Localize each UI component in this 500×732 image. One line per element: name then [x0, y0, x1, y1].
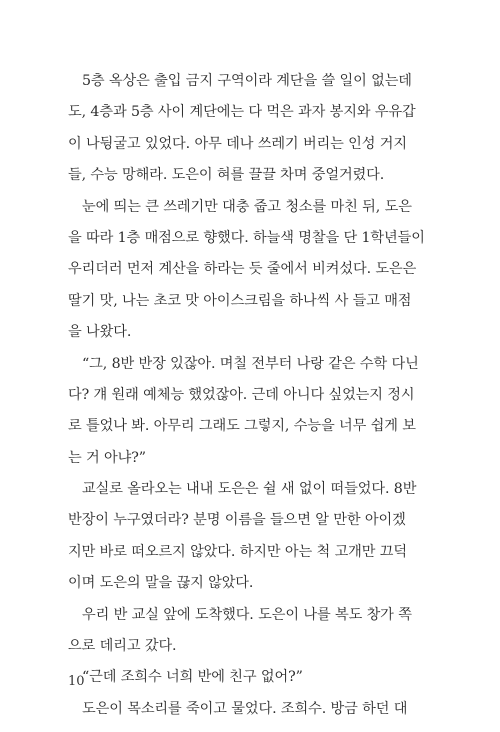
- text-line: 눈에 띄는 큰 쓰레기만 대충 줍고 청소를 마친 뒤, 도은: [82, 198, 412, 215]
- text-line: 도은이 목소리를 죽이고 물었다. 조희수. 방금 하던 대: [82, 700, 408, 717]
- text-line: 는 거 아냐?”: [68, 449, 146, 466]
- text-line: 5층 옥상은 출입 금지 구역이라 계단을 쓸 일이 없는데: [82, 73, 412, 89]
- body-text: [68, 66, 428, 725]
- text-line: 도, 4층과 5층 사이 계단에는 다 먹은 과자 봉지와 우유갑: [68, 104, 416, 121]
- text-line: 이 나뒹굴고 있었다. 아무 데나 쓰레기 버리는 인성 거지: [68, 135, 408, 152]
- text-line: 우리 반 교실 앞에 도착했다. 도은이 나를 복도 창가 쪽: [82, 606, 412, 623]
- text-line: 을 나왔다.: [68, 324, 132, 341]
- text-line: 들, 수능 망해라. 도은이 혀를 끌끌 차며 중얼거렸다.: [68, 167, 385, 184]
- text-line: 을 따라 1층 매점으로 향했다. 하늘색 명찰을 단 1학년들이: [68, 229, 425, 246]
- text-line: 반장이 누구였더라? 분명 이름을 들으면 알 만한 아이겠: [68, 512, 406, 529]
- text-line: 이며 도은의 말을 끊지 않았다.: [68, 575, 254, 592]
- text-line: “그, 8반 반장 있잖아. 며칠 전부터 나랑 같은 수학 다닌: [82, 355, 419, 372]
- text-line: 지만 바로 떠오르지 않았다. 하지만 아는 척 고개만 끄덕: [68, 543, 408, 560]
- text-line: 교실로 올라오는 내내 도은은 쉴 새 없이 떠들었다. 8반: [82, 481, 417, 498]
- text-line: 다? 걔 원래 예체능 했었잖아. 근데 아니다 싶었는지 정시: [68, 386, 415, 403]
- text-line: 으로 데리고 갔다.: [68, 638, 177, 655]
- page-number: 10: [68, 674, 85, 689]
- text-line: 로 틀었나 봐. 아무리 그래도 그렇지, 수능을 너무 쉽게 보: [68, 418, 416, 435]
- text-line: “근데 조희수 너희 반에 친구 없어?”: [82, 669, 303, 686]
- text-line: 우리더러 먼저 계산을 하라는 듯 줄에서 비켜섰다. 도은은: [68, 261, 417, 278]
- text-line: 딸기 맛, 나는 초코 맛 아이스크림을 하나씩 사 들고 매점: [68, 292, 412, 309]
